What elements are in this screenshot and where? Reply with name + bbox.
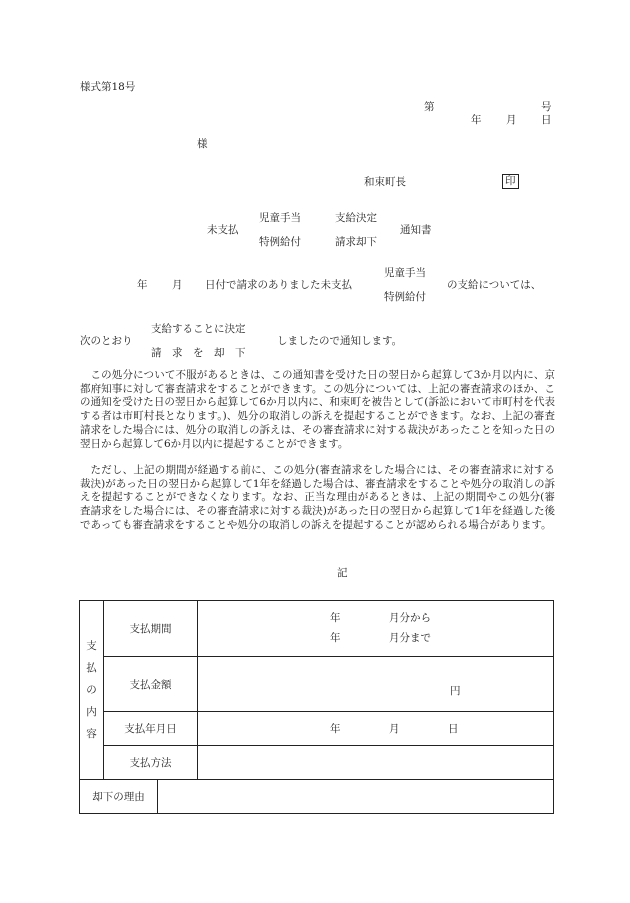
- title-decision-2: 請求却下: [335, 236, 377, 248]
- group-char: 容: [86, 728, 97, 740]
- table-row: [80, 746, 554, 780]
- table-row: [80, 601, 554, 657]
- period-value-cell[interactable]: [198, 601, 554, 657]
- period-label: 支払期間: [104, 601, 198, 657]
- addressee-honorific: 様: [197, 138, 208, 150]
- amount-value-cell[interactable]: [198, 657, 554, 712]
- date-year: 年: [471, 114, 482, 126]
- table-row: [80, 712, 554, 746]
- rejection-label: 却下の理由: [80, 780, 158, 814]
- title-benefit-1: 児童手当: [259, 212, 301, 224]
- number-prefix: 第: [424, 101, 435, 113]
- date-day: 日: [541, 114, 552, 126]
- intro-benefit-1: 児童手当: [384, 267, 426, 279]
- group-char: 払: [86, 662, 97, 674]
- title-left: 未支払: [207, 224, 239, 236]
- table-row: [80, 657, 554, 712]
- notice-paragraph-1: この処分について不服があるときは、この通知書を受けた日の翌日から起算して3か月以内に、京都府知事に対して審査請求をすることができます。この処分については、上記の審査請求のほか、この通知を受けた日の翌日から起算して6か月以内に、和束町を被告として(訴訟において市町村を代表する者は市町村長となります。)、処分の取消しの訴えを提起することができます。なお、上記の審査請求をした場合には、処分の取消しの訴えは、その審査請求に対する裁決があったことを知った日の翌日から起算して6か月以内に提起することができます。: [80, 369, 555, 450]
- intro-option-1: 支給することに決定: [151, 323, 246, 335]
- title-decision-1: 支給決定: [335, 212, 377, 224]
- title-benefit-2: 特例給付: [259, 236, 301, 248]
- amount-label: 支払金額: [104, 657, 198, 712]
- payment-detail-table: [79, 600, 554, 814]
- notice-paragraph-2: ただし、上記の期間が経過する前に、この処分(審査請求をした場合には、その審査請求に対する裁決)があった日の翌日から起算して1年を経過した場合は、審査請求をすることや処分の取消しの訴えを提起することができなくなります。なお、正当な理由があるときは、上記の期間やこの処分(審査請求をした場合には、その審査請求に対する裁決)があった日の翌日から起算して1年を経過した後であっても審査請求をすることや処分の取消しの訴えを提起することが認められる場合があります。: [80, 464, 555, 531]
- group-char: 内: [86, 706, 97, 718]
- group-char: 支: [86, 640, 97, 652]
- payment-content-label: [80, 601, 104, 780]
- intro-line2-start: 次のとおり: [80, 335, 133, 347]
- table-row: [80, 780, 554, 814]
- seal-mark: [502, 174, 519, 189]
- record-heading: 記: [337, 567, 348, 579]
- rejection-value-cell[interactable]: [158, 780, 554, 814]
- title-right: 通知書: [400, 224, 432, 236]
- method-value-cell[interactable]: [198, 746, 554, 780]
- form-number: 様式第18号: [80, 81, 136, 93]
- amount-unit: 円: [450, 685, 461, 697]
- method-label: 支払方法: [104, 746, 198, 780]
- period-to-year: 年: [330, 632, 341, 644]
- intro-line2-end: しましたので通知します。: [277, 335, 403, 347]
- period-from-month: 月分から: [389, 612, 431, 624]
- intro-option-2: 請 求 を 却 下: [151, 347, 246, 359]
- intro-month: 月: [172, 279, 183, 291]
- seal-text: 印: [502, 174, 519, 189]
- number-suffix: 号: [541, 101, 552, 113]
- period-to-month: 月分まで: [389, 632, 431, 644]
- pay-date-year: 年: [330, 723, 341, 735]
- pay-date-month: 月: [389, 723, 400, 735]
- intro-benefit-2: 特例給付: [384, 291, 426, 303]
- intro-text-end: の支給については、: [447, 279, 542, 291]
- pay-date-day: 日: [448, 723, 459, 735]
- period-from-year: 年: [330, 612, 341, 624]
- pay-date-value-cell[interactable]: [198, 712, 554, 746]
- pay-date-label: 支払年月日: [104, 712, 198, 746]
- intro-text: 日付で請求のありました未支払: [205, 279, 352, 291]
- group-char: の: [86, 684, 97, 696]
- intro-year: 年: [137, 279, 148, 291]
- sender-name: 和束町長: [364, 176, 406, 188]
- date-month: 月: [506, 114, 517, 126]
